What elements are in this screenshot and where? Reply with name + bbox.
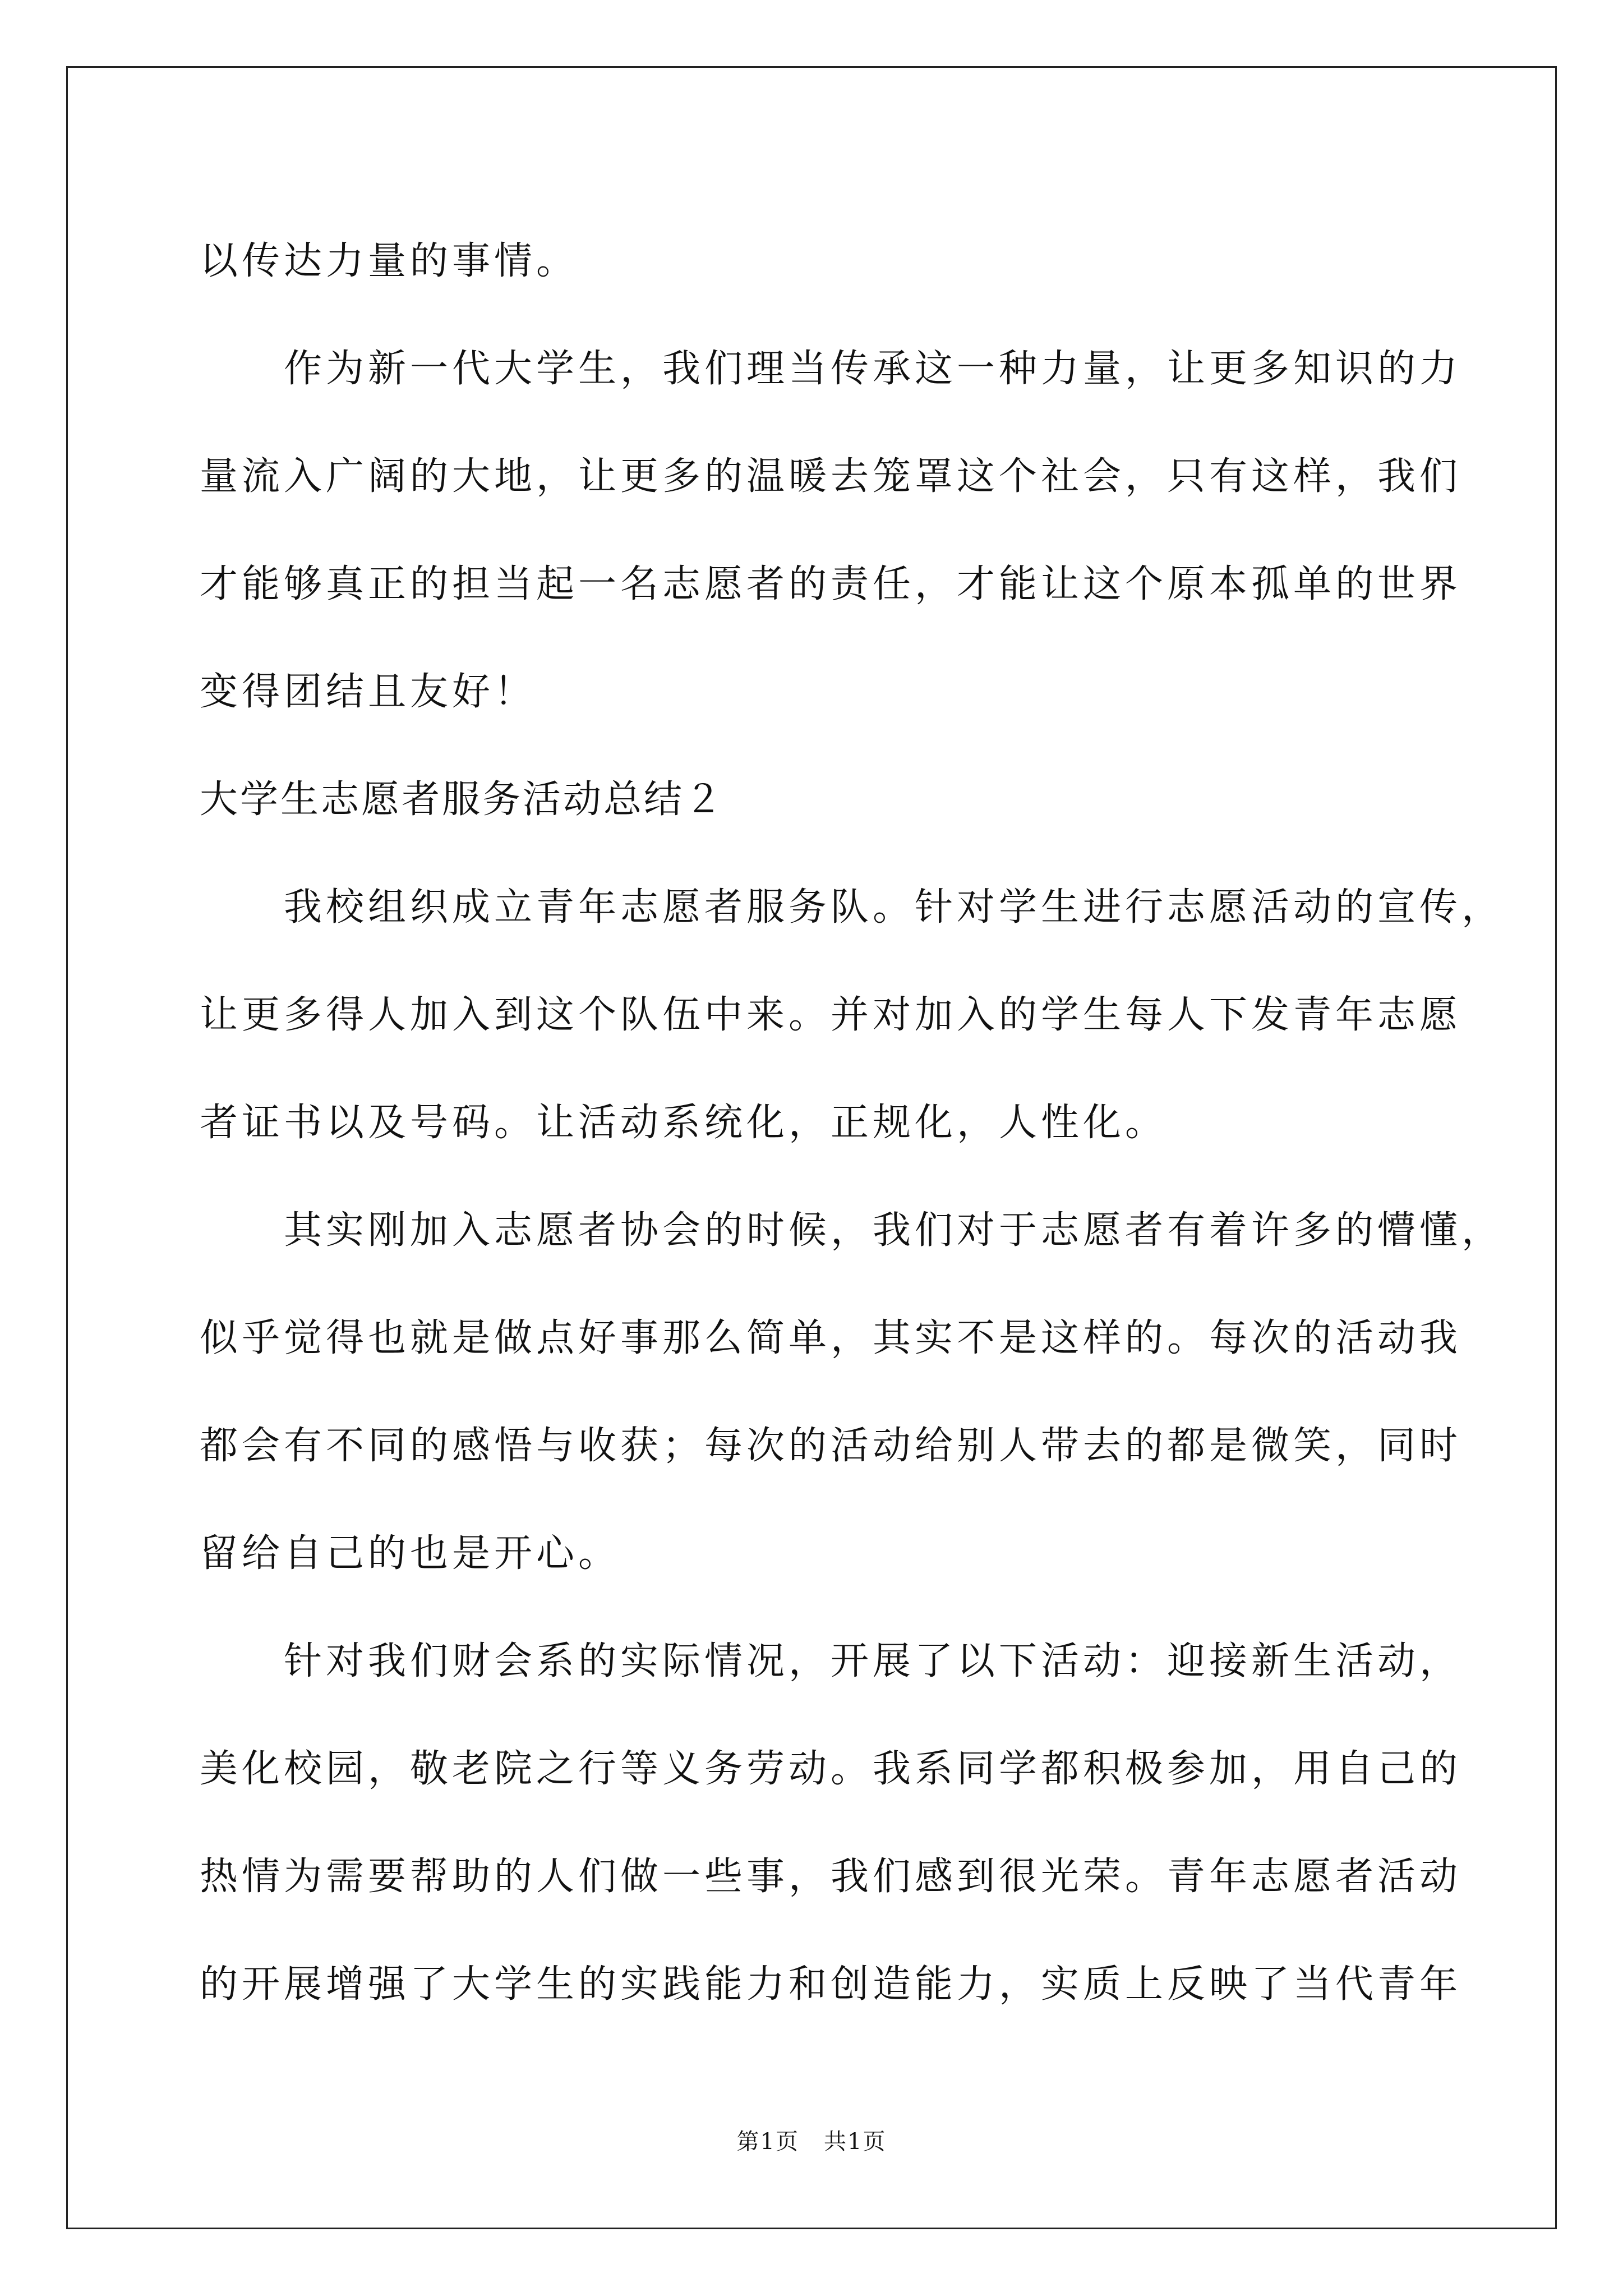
page-total: 共1页: [824, 2129, 887, 2155]
text-line: 热情为需要帮助的人们做一些事，我们感到很光荣。青年志愿者活动: [200, 1855, 1462, 1899]
text-line: 似乎觉得也就是做点好事那么简单，其实不是这样的。每次的活动我: [200, 1316, 1462, 1360]
text-line: 才能够真正的担当起一名志愿者的责任，才能让这个原本孤单的世界: [200, 562, 1462, 606]
text-line: 的开展增强了大学生的实践能力和创造能力，实质上反映了当代青年: [200, 1962, 1462, 2007]
text-line: 作为新一代大学生，我们理当传承这一种力量，让更多知识的力: [284, 347, 1462, 391]
text-line: 美化校园，敬老院之行等义务劳动。我系同学都积极参加，用自己的: [200, 1747, 1462, 1791]
page-number: 第1页: [736, 2129, 799, 2155]
text-line: 让更多得人加入到这个队伍中来。并对加入的学生每人下发青年志愿: [200, 993, 1462, 1037]
text-line: 针对我们财会系的实际情况，开展了以下活动：迎接新生活动，: [284, 1639, 1462, 1683]
section-heading: 大学生志愿者服务活动总结２: [200, 777, 725, 822]
document-body: [200, 208, 1504, 2039]
text-line: 变得团结且友好！: [200, 670, 537, 714]
text-line: 量流入广阔的大地，让更多的温暖去笼罩这个社会，只有这样，我们: [200, 454, 1462, 499]
text-line: 我校组织成立青年志愿者服务队。针对学生进行志愿活动的宣传，: [284, 885, 1504, 930]
text-line: 其实刚加入志愿者协会的时候，我们对于志愿者有着许多的懵懂，: [284, 1208, 1504, 1253]
text-line: 者证书以及号码。让活动系统化，正规化，人性化。: [200, 1101, 1168, 1145]
text-line: 留给自己的也是开心。: [200, 1531, 621, 1576]
text-line: 都会有不同的感悟与收获；每次的活动给别人带去的都是微笑，同时: [200, 1424, 1462, 1468]
page-footer: [0, 2124, 1623, 2156]
text-line: 以传达力量的事情。: [200, 239, 579, 283]
